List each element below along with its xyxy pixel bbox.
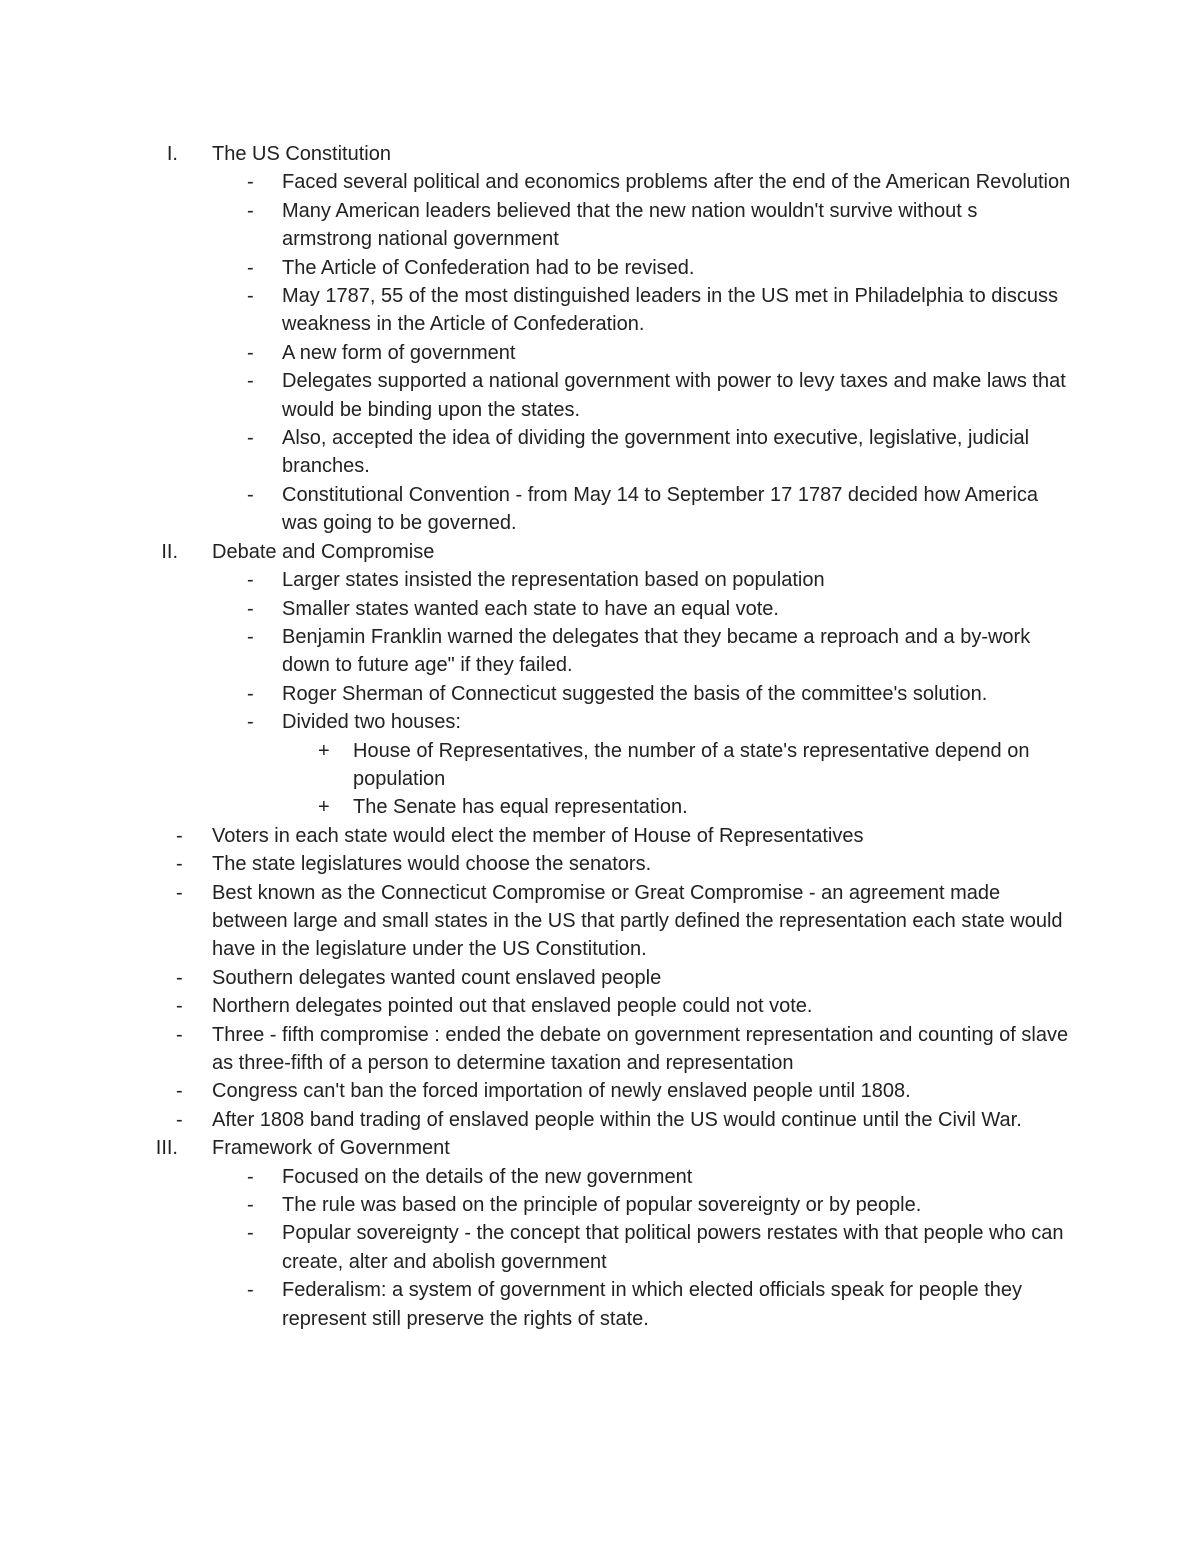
section-numeral: II. xyxy=(161,540,178,563)
list-item-text: Faced several political and economics problems after the end of the American Revolution xyxy=(282,171,1071,194)
outer-list-item xyxy=(0,1106,1200,1134)
dash-bullet: - xyxy=(247,370,254,393)
dash-bullet: - xyxy=(176,1108,183,1131)
outer-list-item xyxy=(0,964,1200,992)
outer-list-item-text: Congress can't ban the forced importation of newly enslaved people until 1808. xyxy=(212,1080,911,1103)
dash-bullet: - xyxy=(247,427,254,450)
list-item xyxy=(0,197,1200,254)
dash-bullet: - xyxy=(247,341,254,364)
section-heading xyxy=(0,538,1200,566)
outer-list-item-text: Best known as the Connecticut Compromise or Great Compromise - an agreement made between large and small states in the US that partly defined the representation each state would have in the legislature under the US Constitution. xyxy=(212,881,1063,961)
dash-bullet: - xyxy=(247,597,254,620)
list-item xyxy=(0,424,1200,481)
outer-list-item-text: The state legislatures would choose the senators. xyxy=(212,853,652,876)
dash-bullet: - xyxy=(247,1279,254,1302)
list-item xyxy=(0,1163,1200,1191)
list-item xyxy=(0,623,1200,680)
list-item xyxy=(0,168,1200,196)
document-body xyxy=(0,140,1200,1333)
list-item xyxy=(0,254,1200,282)
list-item xyxy=(0,1276,1200,1333)
section-title: The US Constitution xyxy=(212,143,391,165)
list-item-text: Also, accepted the idea of dividing the government into executive, legislative, judicial branches. xyxy=(282,427,1030,478)
dash-bullet: - xyxy=(247,625,254,648)
dash-bullet: - xyxy=(247,1222,254,1245)
dash-bullet: - xyxy=(247,569,254,592)
list-item xyxy=(0,708,1200,736)
list-item xyxy=(0,680,1200,708)
list-item-text: Federalism: a system of government in which elected officials speak for people they represent still preserve the rights of state. xyxy=(282,1279,1022,1330)
outer-list-item xyxy=(0,1021,1200,1078)
outer-list-item xyxy=(0,879,1200,964)
dash-bullet: - xyxy=(176,853,183,876)
dash-bullet: - xyxy=(176,881,183,904)
section-title: Debate and Compromise xyxy=(212,540,435,563)
outer-list-item-text: After 1808 band trading of enslaved people within the US would continue until the Civil War. xyxy=(212,1108,1022,1131)
list-item-text: Roger Sherman of Connecticut suggested the basis of the committee's solution. xyxy=(282,682,988,705)
dash-bullet: - xyxy=(247,1165,254,1188)
dash-bullet: - xyxy=(176,1023,183,1046)
dash-bullet: - xyxy=(247,285,254,308)
list-item-text: Delegates supported a national government with power to levy taxes and make laws that would be binding upon the states. xyxy=(282,370,1066,421)
list-item xyxy=(0,339,1200,367)
dash-bullet: - xyxy=(247,1194,254,1217)
sub-list-item xyxy=(0,737,1200,794)
dash-bullet: - xyxy=(176,1080,183,1103)
outer-list-item xyxy=(0,1077,1200,1105)
list-item xyxy=(0,367,1200,424)
list-item xyxy=(0,1219,1200,1276)
list-item-text: Larger states insisted the representation based on population xyxy=(282,569,825,592)
sub-list-item xyxy=(0,793,1200,821)
list-item xyxy=(0,282,1200,339)
section-heading xyxy=(0,140,1200,168)
section-heading xyxy=(0,1134,1200,1162)
list-item-text: A new form of government xyxy=(282,341,516,364)
dash-bullet: - xyxy=(176,966,183,989)
list-item-text: The Article of Confederation had to be revised. xyxy=(282,256,695,279)
list-item-text: Divided two houses: xyxy=(282,711,461,734)
outer-list-item xyxy=(0,850,1200,878)
list-item-text: Benjamin Franklin warned the delegates that they became a reproach and a by-work down to future age" if they failed. xyxy=(282,625,1031,677)
list-item-text: Constitutional Convention - from May 14 to September 17 1787 decided how America was going to be governed. xyxy=(282,483,1038,535)
dash-bullet: - xyxy=(176,995,183,1018)
list-item-text: Many American leaders believed that the new nation wouldn't survive without s armstrong national government xyxy=(282,199,978,251)
section-numeral: III. xyxy=(155,1137,178,1160)
list-item xyxy=(0,481,1200,538)
dash-bullet: - xyxy=(176,824,183,847)
outer-list-item xyxy=(0,992,1200,1020)
plus-bullet: + xyxy=(318,739,330,762)
sub-list-item-text: The Senate has equal representation. xyxy=(353,796,688,819)
dash-bullet: - xyxy=(247,682,254,705)
list-item xyxy=(0,1191,1200,1219)
dash-bullet: - xyxy=(247,711,254,734)
list-item-text: Popular sovereignty - the concept that political powers restates with that people who can create, alter and abolish government xyxy=(282,1222,1064,1273)
dash-bullet: - xyxy=(247,199,254,222)
sub-list-item-text: House of Representatives, the number of a state's representative depend on population xyxy=(353,739,1030,790)
outer-list-item xyxy=(0,822,1200,850)
list-item-text: Smaller states wanted each state to have an equal vote. xyxy=(282,597,779,620)
list-item-text: May 1787, 55 of the most distinguished leaders in the US met in Philadelphia to discuss weakness in the Article of Confederation. xyxy=(282,285,1058,336)
outer-list-item-text: Three - fifth compromise : ended the debate on government representation and counting of slave as three-fifth of a person to determine taxation and representation xyxy=(212,1023,1069,1074)
list-item-text: Focused on the details of the new government xyxy=(282,1165,693,1188)
list-item-text: The rule was based on the principle of popular sovereignty or by people. xyxy=(282,1194,922,1217)
dash-bullet: - xyxy=(247,256,254,279)
plus-bullet: + xyxy=(318,796,330,819)
dash-bullet: - xyxy=(247,171,254,194)
list-item xyxy=(0,595,1200,623)
outer-list-item-text: Voters in each state would elect the member of House of Representatives xyxy=(212,824,864,847)
list-item xyxy=(0,566,1200,594)
outer-list-item-text: Northern delegates pointed out that enslaved people could not vote. xyxy=(212,995,813,1018)
outer-list-item-text: Southern delegates wanted count enslaved people xyxy=(212,966,662,989)
dash-bullet: - xyxy=(247,483,254,506)
section-numeral: I. xyxy=(166,143,178,165)
section-title: Framework of Government xyxy=(212,1137,450,1160)
